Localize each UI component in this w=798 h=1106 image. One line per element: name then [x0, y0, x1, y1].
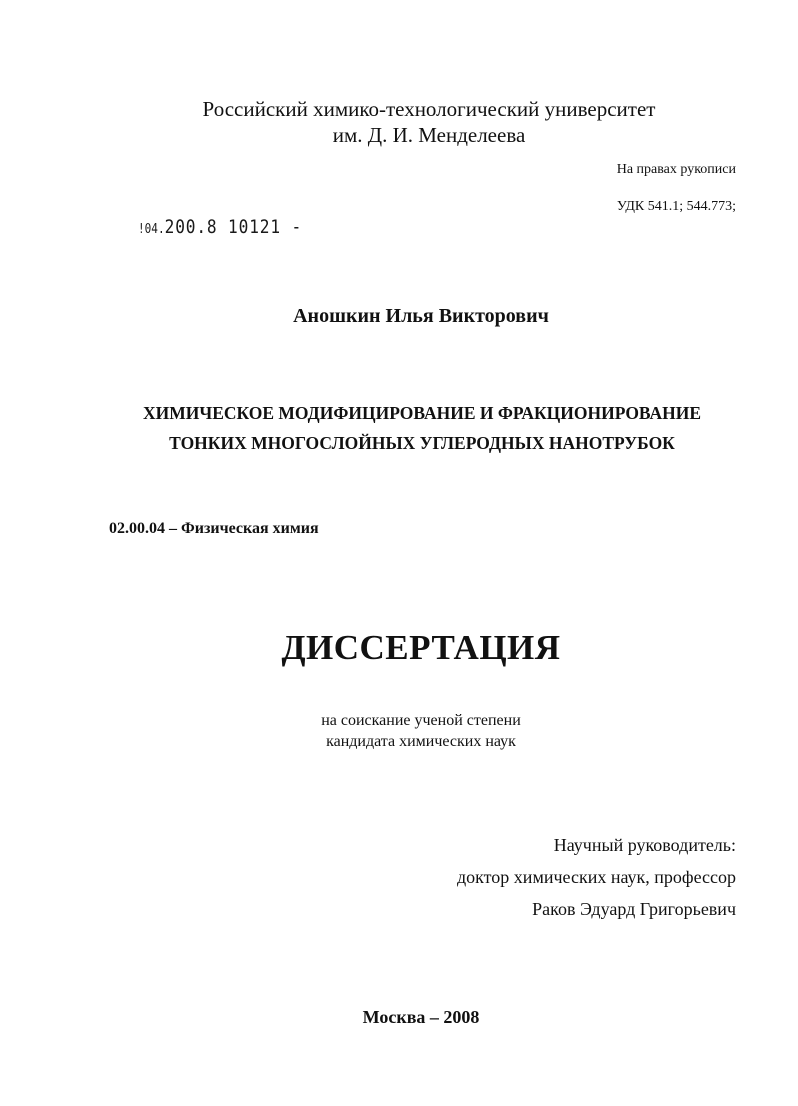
institution-line-2: им. Д. И. Менделеева — [332, 123, 526, 147]
supervisor-degree: доктор химических наук, профессор — [457, 867, 736, 887]
manuscript-rights-note: На правах рукописи — [616, 162, 736, 177]
dissertation-title — [0, 398, 798, 458]
document-type-heading: ДИССЕРТАЦИЯ — [281, 628, 561, 667]
udc-code: УДК 541.1; 544.773; — [616, 199, 736, 214]
institution-name — [30, 96, 798, 148]
degree-line-1: на соискание ученой степени — [321, 712, 521, 729]
institution-line-1: Российский химико-технологический университет — [202, 97, 656, 121]
supervisor-name: Раков Эдуард Григорьевич — [532, 899, 736, 919]
supervisor-label: Научный руководитель: — [553, 835, 736, 855]
author-name: Аношкин Илья Викторович — [293, 305, 549, 327]
library-stamp — [138, 216, 302, 238]
degree-sought — [0, 710, 798, 752]
specialty-code: 02.00.04 – Физическая химия — [109, 520, 319, 537]
stamp-number: 200.8 10121 - — [164, 216, 303, 238]
city-and-year: Москва – 2008 — [362, 1007, 480, 1027]
degree-line-2: кандидата химических наук — [326, 733, 516, 750]
title-line-1: ХИМИЧЕСКОЕ МОДИФИЦИРОВАНИЕ И ФРАКЦИОНИРОВАНИЕ — [142, 403, 702, 423]
title-line-2: ТОНКИХ МНОГОСЛОЙНЫХ УГЛЕРОДНЫХ НАНОТРУБОК — [169, 433, 675, 453]
stamp-prefix: !04. — [138, 222, 165, 237]
